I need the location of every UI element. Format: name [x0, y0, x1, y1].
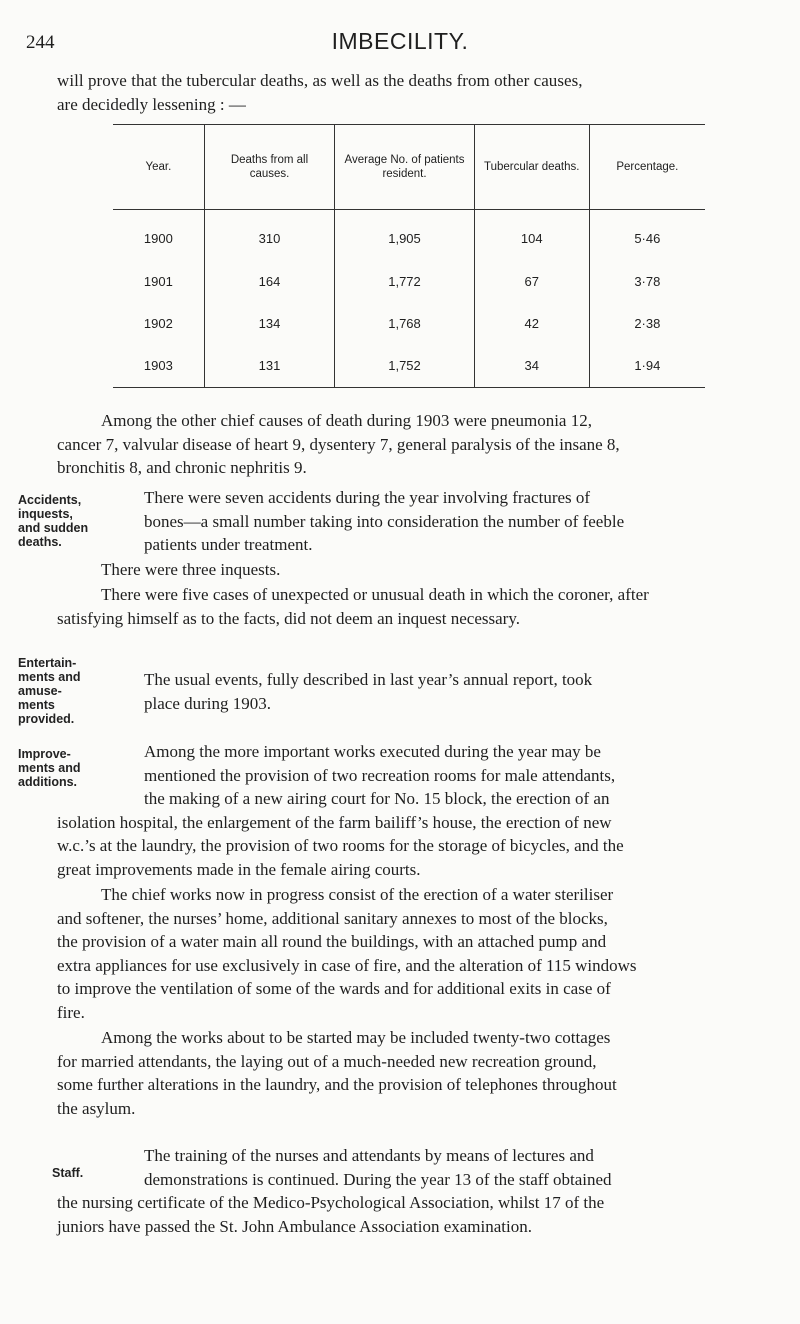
cell-year: 1903 [143, 358, 173, 374]
text-line: are decidedly lessening : — [57, 94, 246, 114]
table-row [113, 345, 705, 388]
cell-percentage: 3·78 [589, 260, 705, 302]
column-header-year: Year. [113, 125, 204, 210]
text-line: Among the more important works executed during the year may be [144, 742, 601, 761]
table-row [113, 210, 705, 261]
text-line: The usual events, fully described in last year’s annual report, took [144, 670, 593, 689]
text-line: the making of a new airing court for No. 15 block, the erection of an [144, 789, 610, 808]
text-line: the asylum. [57, 1098, 136, 1118]
text-line: cancer 7, valvular disease of heart 9, dysentery 7, general paralysis of the insane 8, [57, 434, 620, 454]
text-line: extra appliances for use exclusively in case of fire, and the alteration of 115 windows [57, 955, 637, 975]
page-header [0, 28, 800, 58]
text-line: the provision of a water main all round the buildings, with an attached pump and [57, 932, 607, 951]
cell-deaths: 310 [204, 210, 334, 261]
text-line: The training of the nurses and attendants by means of lectures and [144, 1146, 594, 1165]
cell-average: 1,905 [335, 210, 475, 261]
text-line: demonstrations is continued. During the year 13 of the staff obtained [144, 1169, 612, 1189]
table-row [113, 260, 705, 302]
column-header-average: Average No. of patients resident. [335, 125, 475, 210]
text-line: some further alterations in the laundry, and the provision of telephones throughout [57, 1075, 617, 1094]
column-header-tubercular: Tubercular deaths. [474, 125, 589, 210]
text-line: juniors have passed the St. John Ambulance Association examination. [57, 1216, 532, 1236]
cell-tubercular: 42 [474, 302, 589, 344]
cell-tubercular: 67 [474, 260, 589, 302]
cell-percentage: 1·94 [589, 345, 705, 388]
column-header-percentage: Percentage. [589, 125, 705, 210]
margin-note-improvements: Improve- ments and additions. [18, 747, 81, 789]
text-line: the nursing certificate of the Medico-Psychological Association, whilst 17 of the [57, 1193, 605, 1212]
cell-tubercular: 104 [474, 210, 589, 261]
future-works-paragraph [57, 1026, 761, 1120]
text-line: for married attendants, the laying out of a much-needed new recreation ground, [57, 1051, 597, 1071]
cell-deaths: 131 [204, 345, 334, 388]
running-title: IMBECILITY. [331, 28, 469, 54]
cell-percentage: 5·46 [589, 210, 705, 261]
margin-note-staff: Staff. [52, 1166, 84, 1180]
cell-percentage: 2·38 [589, 302, 705, 344]
mortality-table [113, 124, 705, 388]
cell-average: 1,768 [335, 302, 475, 344]
improvements-paragraph [57, 740, 761, 881]
accidents-paragraph [144, 486, 764, 557]
text-line: bones—a small number taking into consideration the number of feeble [144, 511, 625, 531]
inquests-paragraph [57, 558, 761, 582]
cell-deaths: 164 [204, 260, 334, 302]
text-line: There were seven accidents during the year involving fractures of [144, 488, 591, 507]
text-line: There were five cases of unexpected or unusual death in which the coroner, after [101, 585, 649, 604]
text-line: place during 1903. [144, 693, 271, 713]
text-line: isolation hospital, the enlargement of the farm bailiff’s house, the erection of new [57, 812, 612, 832]
margin-note-entertainments: Entertain- ments and amuse- ments provided. [18, 656, 81, 726]
text-line: fire. [57, 1002, 85, 1022]
text-line: There were three inquests. [101, 560, 281, 579]
text-line: mentioned the provision of two recreation rooms for male attendants, [144, 765, 616, 785]
text-line: patients under treatment. [144, 535, 313, 554]
cell-year: 1900 [143, 231, 173, 247]
text-line: The chief works now in progress consist of the erection of a water steriliser [101, 885, 614, 904]
cell-deaths: 134 [204, 302, 334, 344]
intro-paragraph [57, 69, 761, 116]
text-line: to improve the ventilation of some of the wards and for additional exits in case of [57, 979, 611, 998]
text-line: great improvements made in the female airing courts. [57, 859, 421, 879]
table-row [113, 302, 705, 344]
column-header-deaths: Deaths from all causes. [204, 125, 334, 210]
text-line: Among the other chief causes of death during 1903 were pneumonia 12, [101, 411, 592, 430]
sudden-deaths-paragraph [57, 583, 761, 630]
margin-note-accidents: Accidents, inquests, and sudden deaths. [18, 493, 89, 549]
text-line: Among the works about to be started may be included twenty-two cottages [101, 1028, 611, 1047]
works-in-progress-paragraph [57, 883, 761, 1024]
entertainments-paragraph [144, 668, 764, 715]
cell-average: 1,752 [335, 345, 475, 388]
text-line: bronchitis 8, and chronic nephritis 9. [57, 458, 307, 477]
cell-tubercular: 34 [474, 345, 589, 388]
cell-average: 1,772 [335, 260, 475, 302]
causes-paragraph [57, 409, 761, 480]
staff-paragraph [57, 1144, 761, 1238]
text-line: and softener, the nurses’ home, additional sanitary annexes to most of the blocks, [57, 908, 608, 928]
table-header-row [113, 125, 705, 210]
text-line: w.c.’s at the laundry, the provision of two rooms for the storage of bicycles, and the [57, 836, 624, 855]
cell-year: 1901 [143, 273, 173, 289]
text-line: will prove that the tubercular deaths, as well as the deaths from other causes, [57, 71, 583, 90]
text-line: satisfying himself as to the facts, did not deem an inquest necessary. [57, 608, 520, 628]
cell-year: 1902 [143, 316, 173, 331]
page-number: 244 [26, 32, 55, 53]
